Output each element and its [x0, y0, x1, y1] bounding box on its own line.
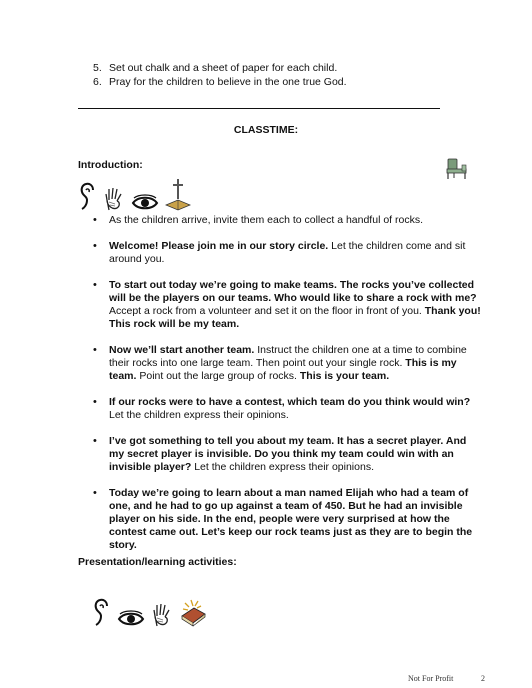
hand-icon: [151, 602, 173, 633]
footer-text: Not For Profit: [408, 674, 454, 683]
list-item: • Welcome! Please join me in our story circle. Let the children come and sit around you.: [93, 240, 483, 266]
book-icon: [179, 598, 207, 633]
bible-cross-icon: [165, 178, 191, 217]
classtime-title: CLASSTIME:: [233, 124, 299, 136]
list-item: • To start out today we’re going to make teams. The rocks you’ve collected will be the players on our teams. Who would like to share a rock with me? Accept a rock from a volunteer and set it on the floor in front of you. Thank you! This rock will be my team.: [93, 279, 483, 331]
chair-icon: [444, 155, 470, 186]
list-item: • I’ve got something to tell you about my team. It has a secret player. And my secret player is invisible. Do you think my team could win with an invisible player? Let the children express their opinions.: [93, 435, 483, 474]
horizontal-divider: [78, 108, 440, 109]
hand-icon: [103, 186, 125, 217]
list-item: • Now we’ll start another team. Instruct the children one at a time to combine their rocks into one large team. Then point out your single rock. This is my team. Point out the large group of rocks. This is your team.: [93, 344, 483, 383]
intro-icons: [79, 178, 191, 217]
ear-icon: [79, 182, 97, 217]
list-item: 6. Pray for the children to believe in the one true God.: [93, 76, 347, 88]
list-item: • Today we’re going to learn about a man named Elijah who had a team of one, and he had to go up against a team of 450. But he had an invisible player on his side. In the end, people were very surprised at how the contest came out. Let’s keep our rock teams just as they are to begin the story.: [93, 487, 483, 552]
introduction-bullets: [93, 214, 483, 565]
presentation-heading: Presentation/learning activities:: [78, 556, 237, 568]
list-item: • If our rocks were to have a contest, which team do you think would win? Let the children express their opinions.: [93, 396, 483, 422]
page-number: 2: [481, 674, 485, 683]
eye-icon: [117, 610, 145, 633]
presentation-icons: [93, 598, 207, 633]
preparation-list: [93, 61, 347, 89]
introduction-heading: Introduction:: [78, 159, 143, 171]
list-item: 5. Set out chalk and a sheet of paper for each child.: [93, 62, 338, 74]
ear-icon: [93, 598, 111, 633]
list-item: • As the children arrive, invite them each to collect a handful of rocks.: [93, 214, 483, 227]
